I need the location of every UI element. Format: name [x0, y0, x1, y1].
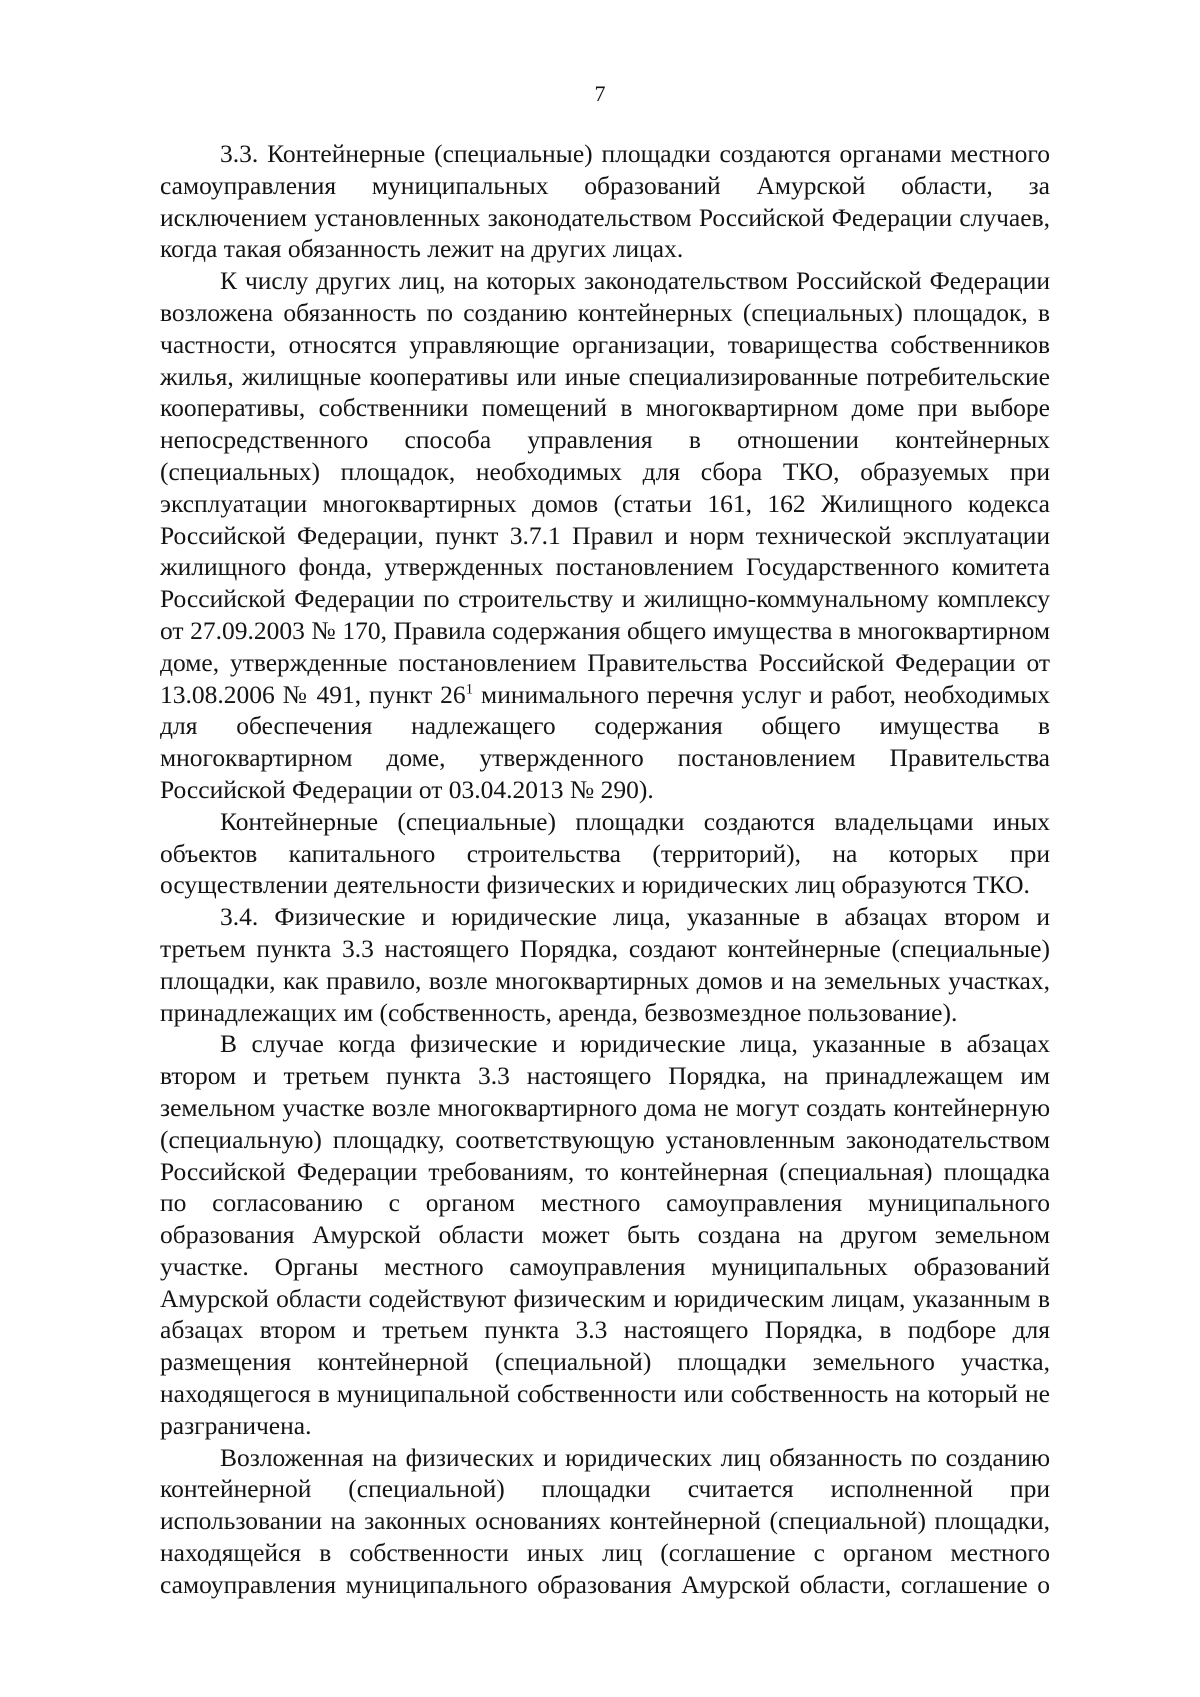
- paragraph-alternative-site: [160, 1028, 1050, 1441]
- paragraph-3-3: [160, 138, 1050, 265]
- footnote-superscript: 1: [465, 681, 474, 698]
- paragraph-3-4: [160, 901, 1050, 1028]
- page-number: 7: [594, 81, 606, 106]
- paragraph-text: 3.3. Контейнерные (специальные) площадки создаются органами местного самоуправления муниципальных образований Амурской области, за исключением установленных законодательством Российской Федерации случаев, когда такая обязанность лежит на других лицах.: [160, 139, 1050, 264]
- paragraph-obligation-fulfilled: [160, 1442, 1050, 1601]
- paragraph-text: В случае когда физические и юридические лица, указанные в абзацах втором и третьем пункта 3.3 настоящего Порядка, на принадлежащем им земельном участке возле многоквартирного дома не могут создать контейнерную (специальную) площадку, соответствующую установленным законодательством Российской Федерации требованиям, то контейнерная (специальная) площадка по согласованию с органом местного самоуправления муниципального образования Амурской области может быть создана на другом земельном участке. Органы местного самоуправления муниципальных образований Амурской области содействуют физическим и юридическим лицам, указанным в абзацах втором и третьем пункта 3.3 настоящего Порядка, в подборе для размещения контейнерной (специальной) площадки земельного участка, находящегося в муниципальной собственности или собственность на который не разграничена.: [160, 1029, 1050, 1440]
- document-body: [160, 138, 1050, 1601]
- paragraph-text: Возложенная на физических и юридических лиц обязанность по созданию контейнерной (специальной) площадки считается исполненной при использовании на законных основаниях контейнерной (специальной) площадки, находящейся в собственности иных лиц (соглашение с органом местного самоуправления муниципального образования Амурской области, соглашение о: [160, 1442, 1050, 1599]
- paragraph-text: К числу других лиц, на которых законодательством Российской Федерации возложена обязанность по созданию контейнерных (специальных) площадок, в частности, относятся управляющие организации, товарищества собственников жилья, жилищные кооперативы или иные специализированные потребительские кооперативы, собственники помещений в многоквартирном доме при выборе непосредственного способа управления в отношении контейнерных (специальных) площадок, необходимых для сбора ТКО, образуемых при эксплуатации многоквартирных домов (статьи 161, 162 Жилищного кодекса Российской Федерации, пункт 3.7.1 Правил и норм технической эксплуатации жилищного фонда, утвержденных постановлением Государственного комитета Российской Федерации по строительству и жилищно-коммунальному комплексу от 27.09.2003 № 170, Правила содержания общего имущества в многоквартирном доме, утвержденные постановлением Правительства Российской Федерации от 13.08.2006 № 491, пункт 26: [160, 266, 1050, 709]
- paragraph-text: Контейнерные (специальные) площадки создаются владельцами иных объектов капитального строительства (территорий), на которых при осуществлении деятельности физических и юридических лиц образуются ТКО.: [160, 806, 1050, 900]
- paragraph-owners: [160, 806, 1050, 901]
- paragraph-text: 3.4. Физические и юридические лица, указанные в абзацах втором и третьем пункта 3.3 настоящего Порядка, создают контейнерные (специальные) площадки, как правило, возле многоквартирных домов и на земельных участках, принадлежащих им (собственность, аренда, безвозмездное пользование).: [160, 902, 1050, 1027]
- paragraph-text-tail: минимального перечня услуг и работ, необходимых для обеспечения надлежащего содержания общего имущества в многоквартирном доме, утвержденного постановлением Правительства Российской Федерации от 03.04.2013 № 290).: [160, 679, 1050, 804]
- paragraph-other-persons: [160, 265, 1050, 806]
